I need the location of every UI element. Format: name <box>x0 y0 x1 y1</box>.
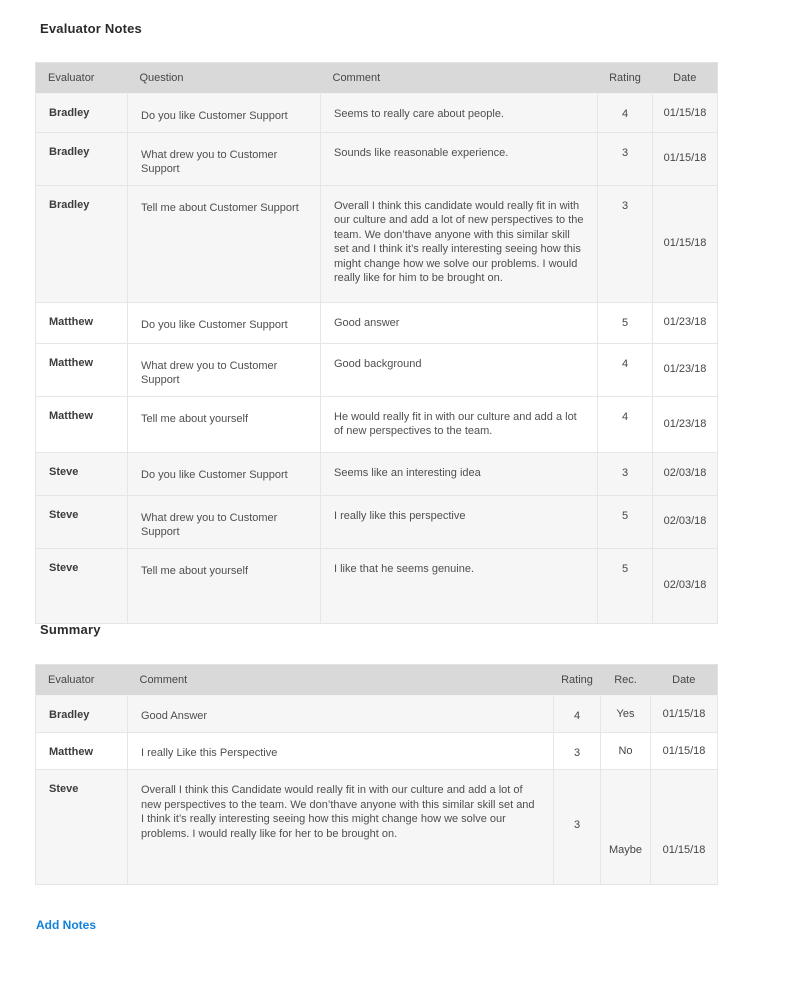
comment-cell: Seems to really care about people. <box>321 94 598 133</box>
evaluator-cell: Steve <box>36 770 128 885</box>
rating-cell: 4 <box>598 396 653 452</box>
question-cell: What drew you to Customer Support <box>128 132 321 185</box>
date-cell: 02/03/18 <box>653 495 718 548</box>
rating-cell: 4 <box>554 696 601 733</box>
evaluator-notes-table <box>35 62 718 624</box>
comment-cell: Good background <box>321 343 598 396</box>
column-header-rec: Rec. <box>601 665 651 696</box>
summary-row <box>36 770 718 885</box>
column-header-date: Date <box>653 63 718 94</box>
column-header-evaluator: Evaluator <box>36 63 128 94</box>
rating-cell: 3 <box>554 733 601 770</box>
notes-row <box>36 302 718 343</box>
date-cell: 01/15/18 <box>651 696 718 733</box>
question-cell: Do you like Customer Support <box>128 452 321 495</box>
evaluator-cell: Matthew <box>36 343 128 396</box>
notes-row <box>36 185 718 302</box>
rec-cell: Yes <box>601 696 651 733</box>
rating-cell: 3 <box>598 452 653 495</box>
rating-cell: 4 <box>598 343 653 396</box>
add-notes-link[interactable]: Add Notes <box>36 918 96 932</box>
question-cell: Do you like Customer Support <box>128 302 321 343</box>
question-cell: Tell me about yourself <box>128 396 321 452</box>
evaluator-cell: Steve <box>36 452 128 495</box>
date-cell: 01/15/18 <box>653 94 718 133</box>
date-cell: 01/15/18 <box>653 132 718 185</box>
evaluator-cell: Matthew <box>36 733 128 770</box>
summary-table <box>35 664 718 885</box>
question-cell: Do you like Customer Support <box>128 94 321 133</box>
rating-cell: 5 <box>598 302 653 343</box>
evaluator-cell: Bradley <box>36 94 128 133</box>
date-cell: 01/23/18 <box>653 396 718 452</box>
question-cell: Tell me about Customer Support <box>128 185 321 302</box>
rating-cell: 3 <box>598 185 653 302</box>
date-cell: 01/15/18 <box>651 733 718 770</box>
rating-cell: 5 <box>598 495 653 548</box>
evaluator-cell: Matthew <box>36 396 128 452</box>
notes-row <box>36 495 718 548</box>
comment-cell: Seems like an interesting idea <box>321 452 598 495</box>
comment-cell: Good Answer <box>128 696 554 733</box>
comment-cell: Overall I think this Candidate would really fit in with our culture and add a lot of new perspectives to the team. We don’thave anyone with this similar skill set and I think it’s really interesting seeing how this might change how we solve our problems. I would really like for her to be brought on. <box>128 770 554 885</box>
column-header-rating: Rating <box>554 665 601 696</box>
evaluator-cell: Bradley <box>36 185 128 302</box>
notes-row <box>36 132 718 185</box>
comment-cell: I really Like this Perspective <box>128 733 554 770</box>
rating-cell: 4 <box>598 94 653 133</box>
summary-row <box>36 696 718 733</box>
column-header-rating: Rating <box>598 63 653 94</box>
rec-cell: No <box>601 733 651 770</box>
date-cell: 02/03/18 <box>653 548 718 623</box>
column-header-evaluator: Evaluator <box>36 665 128 696</box>
evaluator-cell: Matthew <box>36 302 128 343</box>
summary-header-row <box>36 665 718 696</box>
rec-cell: Maybe <box>601 770 651 885</box>
column-header-comment: Comment <box>321 63 598 94</box>
comment-cell: He would really fit in with our culture and add a lot of new perspectives to the team. <box>321 396 598 452</box>
date-cell: 01/15/18 <box>651 770 718 885</box>
notes-row <box>36 343 718 396</box>
column-header-date: Date <box>651 665 718 696</box>
summary-row <box>36 733 718 770</box>
question-cell: What drew you to Customer Support <box>128 495 321 548</box>
comment-cell: I really like this perspective <box>321 495 598 548</box>
date-cell: 02/03/18 <box>653 452 718 495</box>
comment-cell: Overall I think this candidate would really fit in with our culture and add a lot of new perspectives to the team. We don’thave anyone with this similar skill set and I think it’s really interesting seeing how this might change how we solve our problems. I would really like for him to be brought on. <box>321 185 598 302</box>
evaluator-cell: Steve <box>36 548 128 623</box>
date-cell: 01/23/18 <box>653 302 718 343</box>
notes-row <box>36 452 718 495</box>
rating-cell: 3 <box>554 770 601 885</box>
comment-cell: Sounds like reasonable experience. <box>321 132 598 185</box>
question-cell: What drew you to Customer Support <box>128 343 321 396</box>
question-cell: Tell me about yourself <box>128 548 321 623</box>
summary-section-title: Summary <box>40 622 101 637</box>
evaluator-cell: Bradley <box>36 696 128 733</box>
rating-cell: 3 <box>598 132 653 185</box>
notes-row <box>36 94 718 133</box>
comment-cell: Good answer <box>321 302 598 343</box>
column-header-comment: Comment <box>128 665 554 696</box>
date-cell: 01/15/18 <box>653 185 718 302</box>
rating-cell: 5 <box>598 548 653 623</box>
comment-cell: I like that he seems genuine. <box>321 548 598 623</box>
notes-row <box>36 548 718 623</box>
date-cell: 01/23/18 <box>653 343 718 396</box>
notes-section-title: Evaluator Notes <box>40 21 142 36</box>
notes-row <box>36 396 718 452</box>
column-header-question: Question <box>128 63 321 94</box>
evaluator-cell: Bradley <box>36 132 128 185</box>
evaluator-cell: Steve <box>36 495 128 548</box>
notes-header-row <box>36 63 718 94</box>
